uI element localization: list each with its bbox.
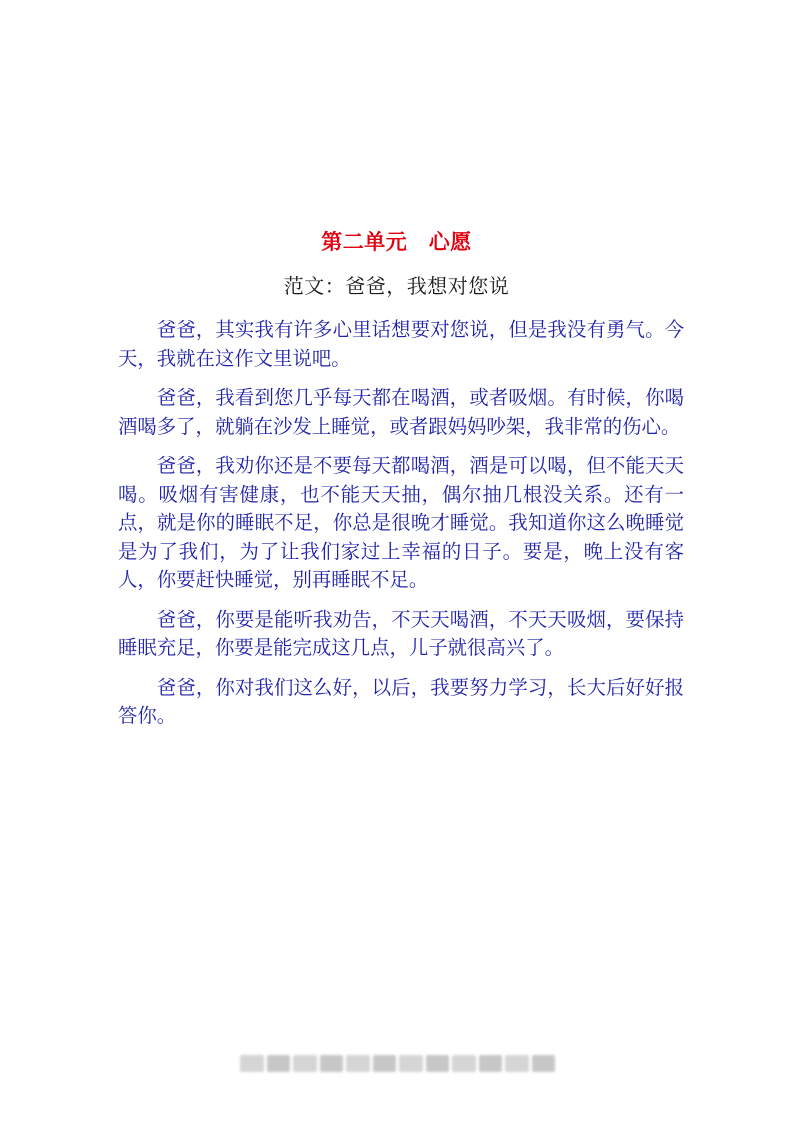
paragraph-3: 爸爸，我劝你还是不要每天都喝酒，酒是可以喝，但不能天天喝。吸烟有害健康，也不能天天抽，偶尔抽几根没关系。还有一点，就是你的睡眠不足，你总是很晚才睡觉。我知道你这么晚睡觉是为了我们，为了让我们家过上幸福的日子。要是，晚上没有客人，你要赶快睡觉，别再睡眠不足。 bbox=[118, 454, 684, 591]
essay-body bbox=[118, 316, 684, 742]
paragraph-1: 爸爸，其实我有许多心里话想要对您说，但是我没有勇气。今天，我就在这作文里说吧。 bbox=[118, 318, 684, 370]
essay-subtitle: 范文：爸爸，我想对您说 bbox=[283, 274, 510, 298]
paragraph-2: 爸爸，我看到您几乎每天都在喝酒，或者吸烟。有时候，你喝酒喝多了，就躺在沙发上睡觉，或者跟妈妈吵架，我非常的伤心。 bbox=[118, 386, 684, 438]
paragraph-4: 爸爸，你要是能听我劝告，不天天喝酒，不天天吸烟，要保持睡眠充足，你要是能完成这几点，儿子就很高兴了。 bbox=[118, 607, 684, 659]
page-title: 第二单元 心愿 bbox=[321, 230, 472, 254]
paragraph-5: 爸爸，你对我们这么好，以后，我要努力学习，长大后好好报答你。 bbox=[118, 675, 684, 727]
blurred-footer-watermark bbox=[240, 1055, 555, 1072]
